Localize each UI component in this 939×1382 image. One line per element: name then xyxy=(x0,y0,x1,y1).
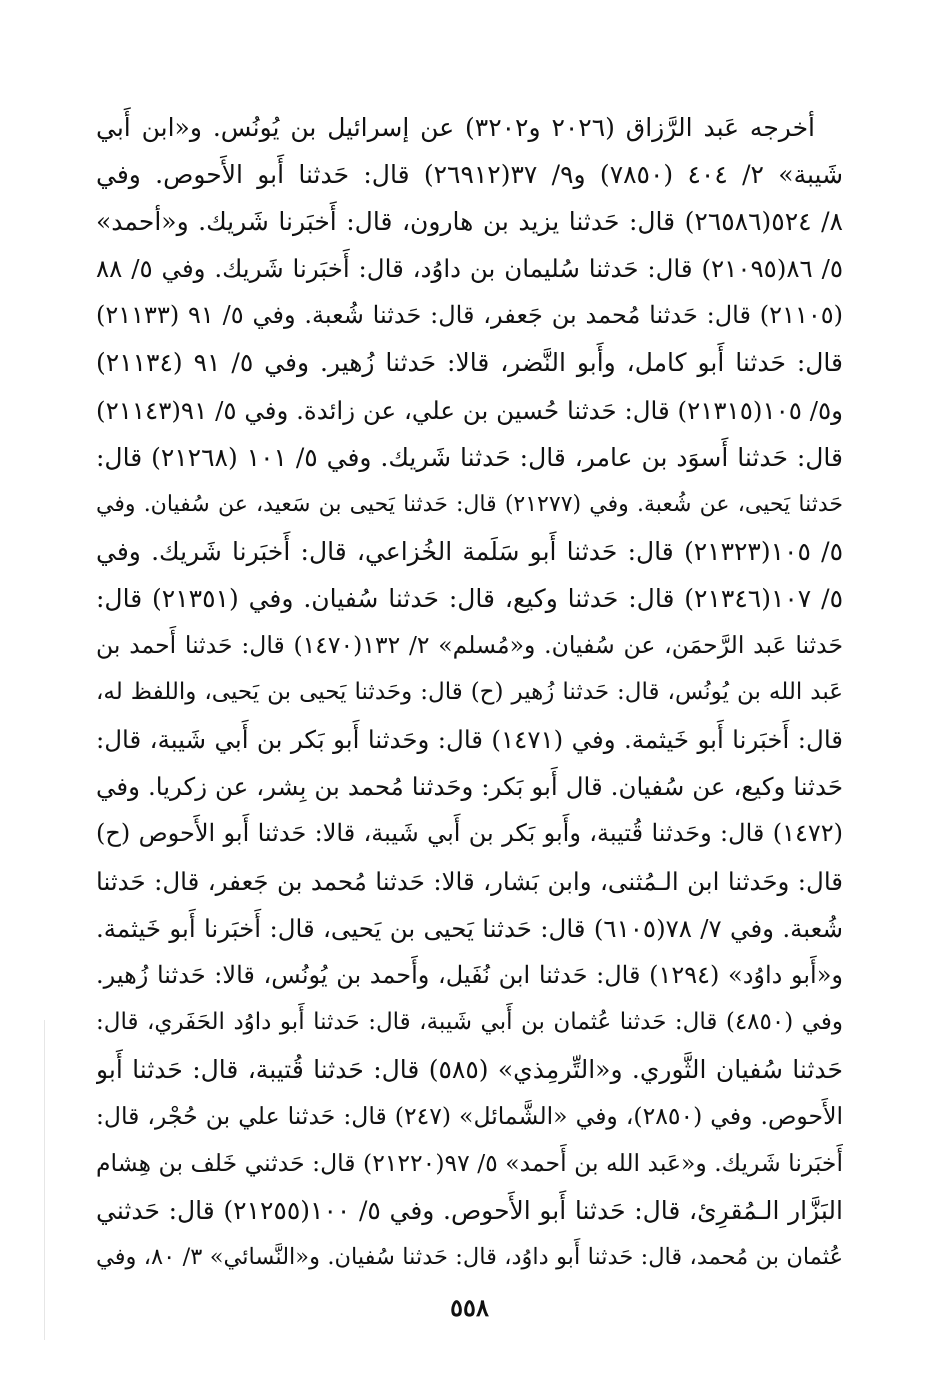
text-line: قال: حَدثنا أَسوَد بن عامر، قال: حَدثنا شَريك. وفي ٥/ ١٠١ (٢١٢٦٨) قال: xyxy=(96,442,843,472)
text-line: عَبد الله بن يُونُس، قال: حَدثنا زُهير (ح) قال: وحَدثنا يَحيى بن يَحيى، واللفظ له، xyxy=(96,679,843,706)
text-line: ٥/ ٨٦(٢١٠٩٥) قال: حَدثنا سُليمان بن داوُد، قال: أَخبَرنا شَريك. وفي ٥/ ٨٨ xyxy=(96,254,843,284)
text-line: البَزَّار الـمُقرِئ، قال: حَدثنا أَبو الأَحوص. وفي ٥/ ١٠٠(٢١٢٥٥) قال: حَدثني xyxy=(96,1196,843,1226)
text-line: ٥/ ١٠٧(٢١٣٤٦) قال: حَدثنا وكيع، قال: حَدثنا سُفيان. وفي (٢١٣٥١) قال: xyxy=(96,583,843,613)
text-line: وفي (٤٨٥٠) قال: حَدثنا عُثمان بن أَبي شَيبة، قال: حَدثنا أَبو داوُد الحَفَري، قال: xyxy=(96,1008,843,1035)
text-line: عُثمان بن مُحمد، قال: حَدثنا أَبو داوُد، قال: حَدثنا سُفيان. و«النَّسائي» ٣/ ٨٠، وفي xyxy=(96,1244,843,1271)
text-line: (١٤٧٢) قال: وحَدثنا قُتيبة، وأَبو بَكر بن أَبي شَيبة، قالا: حَدثنا أَبو الأَحوص (ح) xyxy=(96,819,843,848)
text-line: الأَحوص. وفي (٢٨٥٠)، وفي «الشَّمائل» (٢٤٧) قال: حَدثنا علي بن حُجْر، قال: xyxy=(96,1101,843,1130)
text-line: حَدثنا سُفيان الثَّوري. و«التِّرمِذي» (٥٨٥) قال: حَدثنا قُتيبة، قال: حَدثنا أَبو xyxy=(96,1054,843,1084)
page-edge-shadow xyxy=(44,1020,45,1340)
page-body-text xyxy=(96,104,843,1281)
text-line: حَدثنا وكيع، عن سُفيان. قال أَبو بَكر: وحَدثنا مُحمد بن بِشر، عن زكريا. وفي xyxy=(96,772,843,802)
text-line: قال: أَخبَرنا أَبو خَيثمة. وفي (١٤٧١) قال: وحَدثنا أَبو بَكر بن أَبي شَيبة، قال: xyxy=(96,725,843,755)
text-line: و«أَبو داوُد» (١٢٩٤) قال: حَدثنا ابن نُفَيل، وأَحمد بن يُونُس، قالا: حَدثنا زُهير. xyxy=(96,960,843,989)
text-line: أخرجه عَبد الرَّزاق (٢٠٢٦ و٣٢٠٢) عن إسرائيل بن يُونُس. و«ابن أَبي xyxy=(96,113,815,142)
text-line: ٨/ ٥٢٤(٢٦٥٨٦) قال: حَدثنا يزيد بن هارون، قال: أَخبَرنا شَريك. و«أحمد» xyxy=(96,207,843,237)
text-line: شُعبة. وفي ٧/ ٧٨(٦١٠٥) قال: حَدثنا يَحيى بن يَحيى، قال: أَخبَرنا أَبو خَيثمة. xyxy=(96,913,843,943)
text-line: أَخبَرنا شَريك. و«عَبد الله بن أَحمد» ٥/ ٩٧(٢١٢٢٠) قال: حَدثني خَلف بن هِشام xyxy=(96,1149,843,1178)
text-line: قال: حَدثنا أَبو كامل، وأَبو النَّضر، قالا: حَدثنا زُهير. وفي ٥/ ٩١ (٢١١٣٤) xyxy=(96,348,843,378)
text-line: حَدثنا عَبد الرَّحمَن، عن سُفيان. و«مُسلم» ٢/ ١٣٢(١٤٧٠) قال: حَدثنا أَحمد بن xyxy=(96,631,843,660)
text-line: شَيبة» ٢/ ٤٠٤ (٧٨٥٠) و٩/ ٣٧(٢٦٩١٢) قال: حَدثنا أَبو الأَحوص. وفي xyxy=(96,160,843,190)
text-line: قال: وحَدثنا ابن الـمُثنى، وابن بَشار، قالا: حَدثنا مُحمد بن جَعفر، قال: حَدثنا xyxy=(96,866,843,896)
text-line: و٥/ ١٠٥(٢١٣١٥) قال: حَدثنا حُسين بن علي، عن زائدة. وفي ٥/ ٩١(٢١١٤٣) xyxy=(96,395,843,425)
text-line: (٢١١٠٥) قال: حَدثنا مُحمد بن جَعفر، قال: حَدثنا شُعبة. وفي ٥/ ٩١ (٢١١٣٣) xyxy=(96,301,843,330)
text-line: ٥/ ١٠٥(٢١٣٢٣) قال: حَدثنا أَبو سَلَمة الخُزاعي، قال: أَخبَرنا شَريك. وفي xyxy=(96,536,843,566)
text-line: حَدثنا يَحيى، عن شُعبة. وفي (٢١٢٧٧) قال: حَدثنا يَحيى بن سَعيد، عن سُفيان. وفي xyxy=(96,491,843,517)
page-number: ٥٥٨ xyxy=(450,1293,489,1322)
